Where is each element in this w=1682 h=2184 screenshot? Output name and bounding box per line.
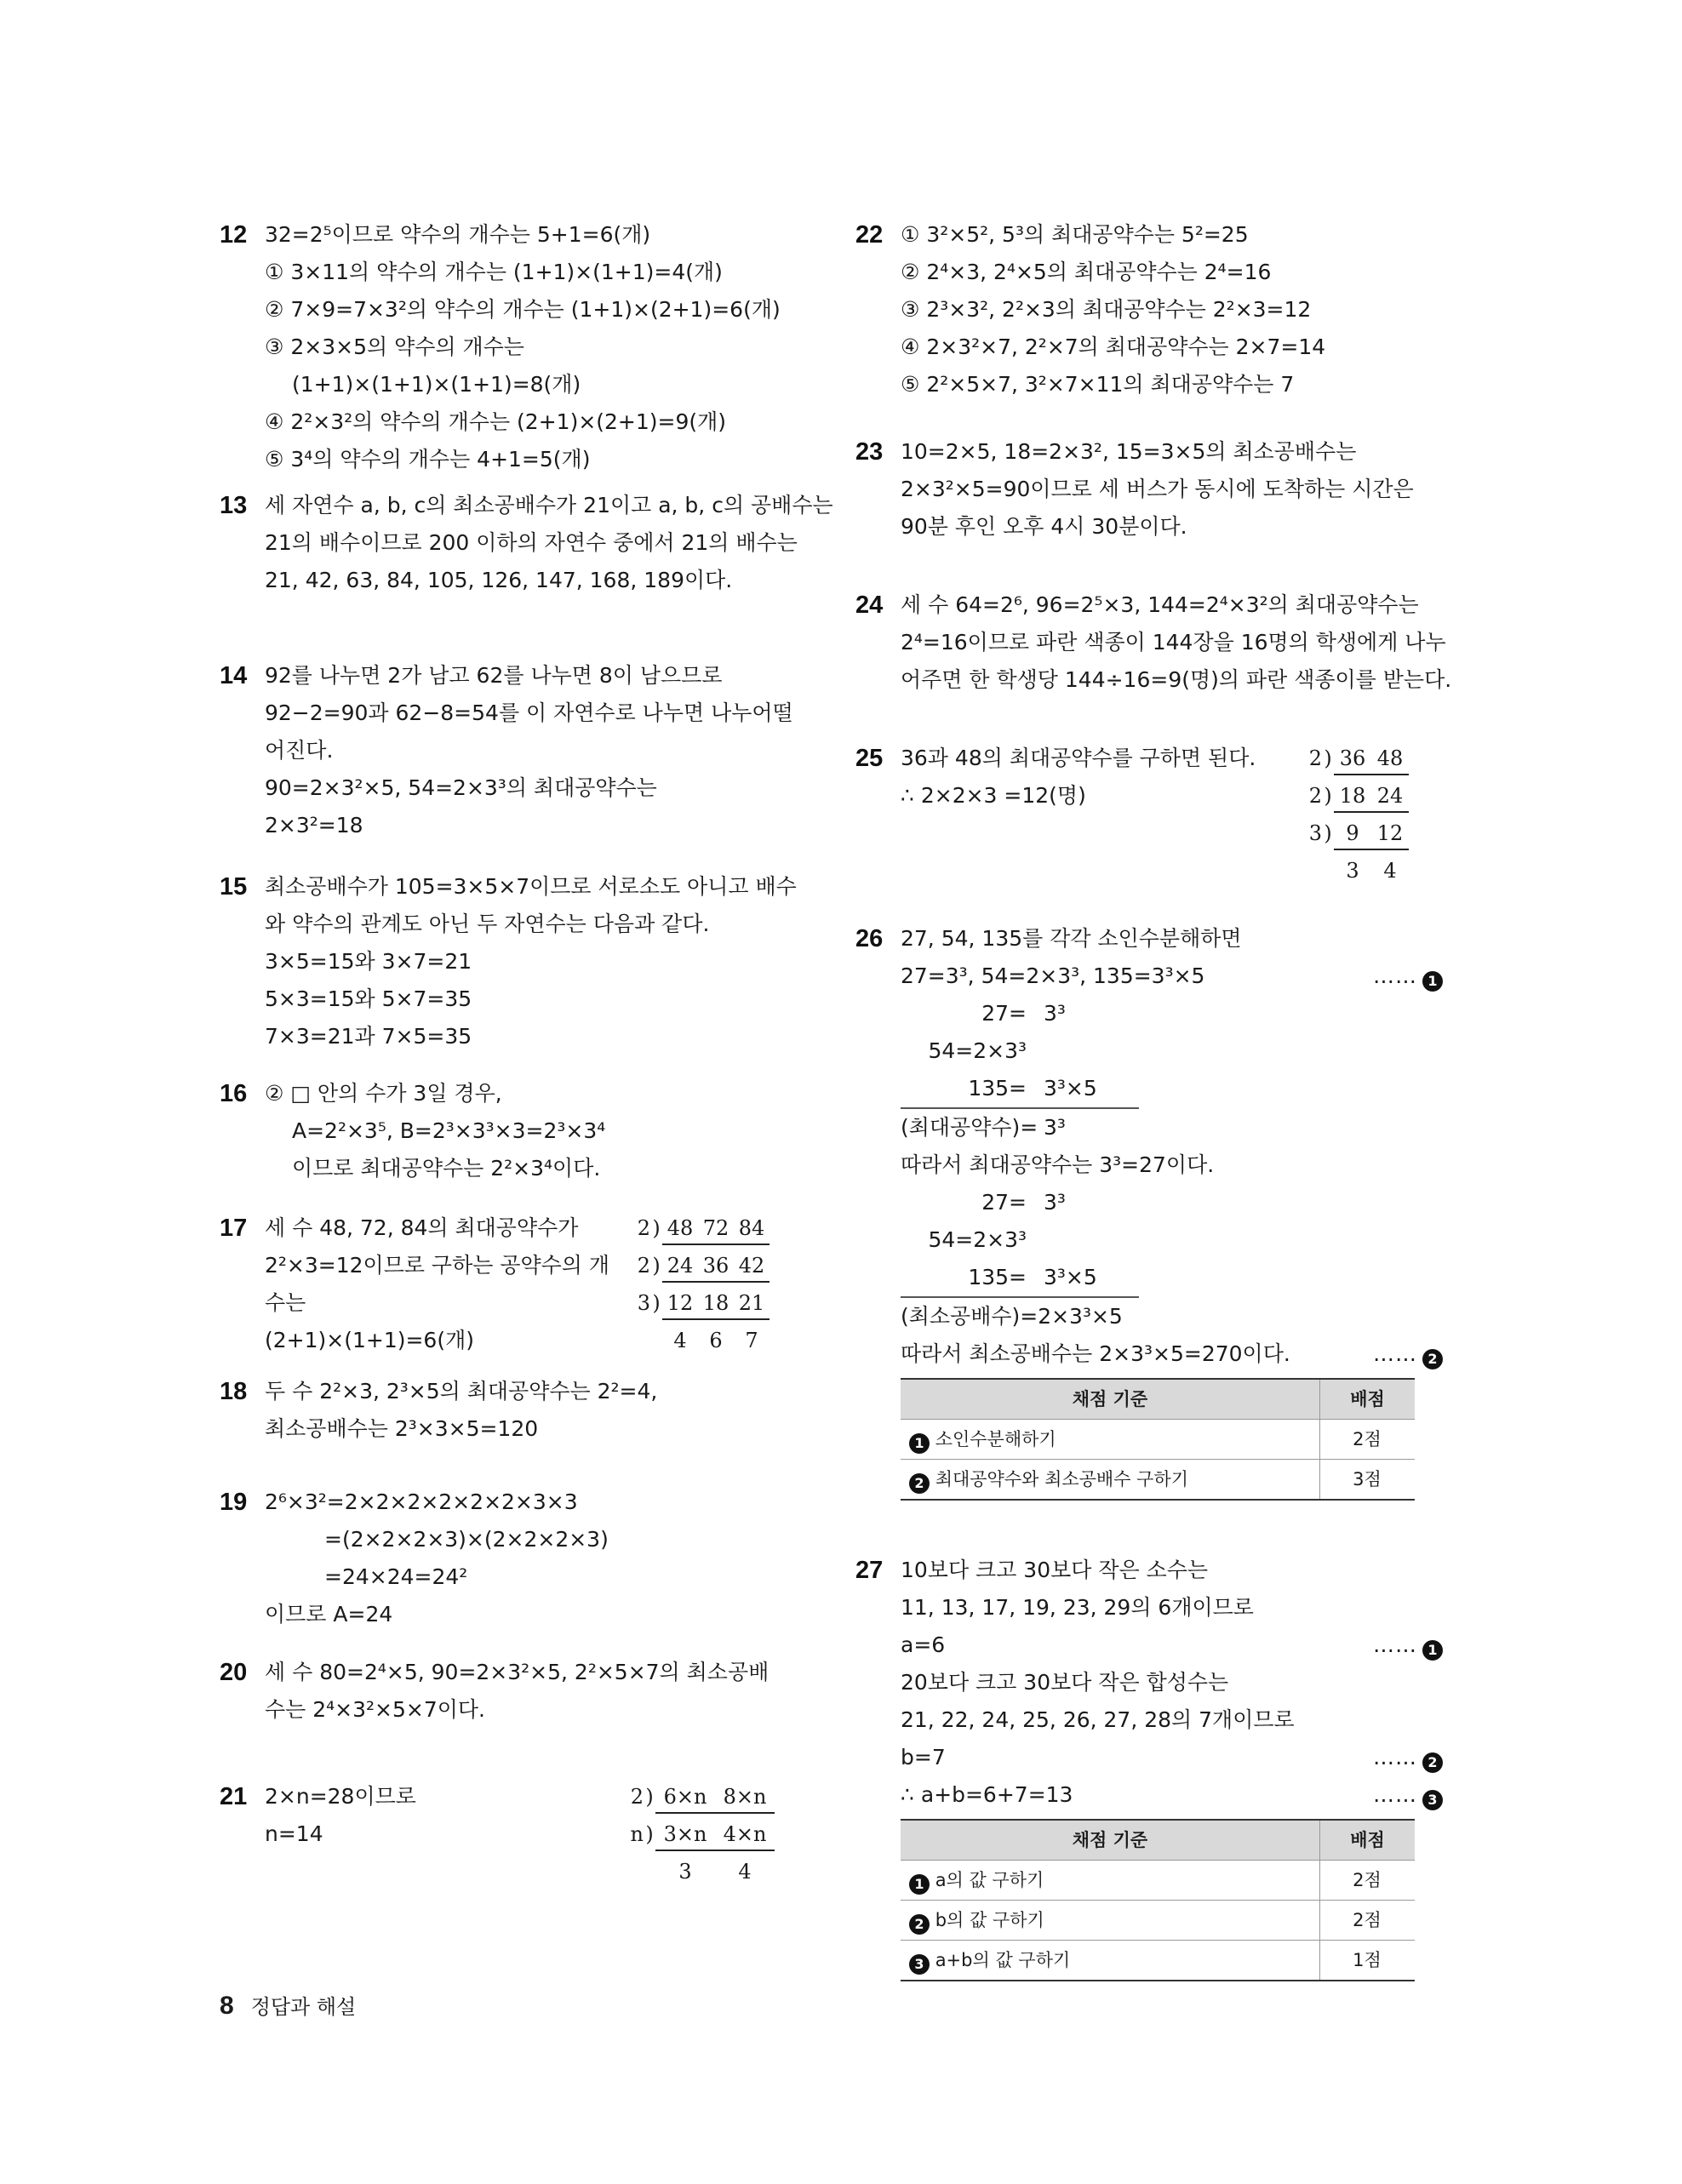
problem-14 bbox=[220, 657, 798, 849]
table-row bbox=[901, 1861, 1415, 1901]
ladder-value: 4×n bbox=[723, 1822, 767, 1846]
text-line: 2×n=28이므로 bbox=[265, 1784, 416, 1809]
label: (최대공약수)= bbox=[901, 1115, 1038, 1140]
table-row bbox=[901, 1460, 1415, 1501]
problem-23 bbox=[855, 433, 1443, 586]
result: a=6 bbox=[901, 1632, 946, 1657]
left-column bbox=[220, 216, 833, 1897]
problem-number: 25 bbox=[855, 745, 884, 772]
scoring-table bbox=[901, 1378, 1415, 1501]
points: 1점 bbox=[1320, 1941, 1416, 1981]
ladder-value: 36 bbox=[1339, 746, 1366, 770]
ladder-value: 24 bbox=[667, 1254, 694, 1278]
ladder-row bbox=[620, 1853, 775, 1890]
divisor: 2 bbox=[637, 1254, 650, 1278]
step-2-icon: 2 bbox=[909, 1914, 930, 1935]
ladder-values bbox=[662, 1250, 769, 1283]
problem-number: 17 bbox=[220, 1215, 248, 1242]
text-line: 2⁴=16이므로 파란 색종이 144장을 16명의 학생에게 나누 bbox=[901, 630, 1446, 655]
text-line: 이므로 A=24 bbox=[265, 1602, 393, 1627]
ladder-value: 12 bbox=[1376, 821, 1404, 845]
table-header-criteria: 채점 기준 bbox=[901, 1820, 1320, 1861]
ladder-value: 4 bbox=[673, 1329, 687, 1352]
problem-number: 20 bbox=[220, 1659, 248, 1686]
text-line: 두 수 2²×3, 2³×5의 최대공약수는 2²=4, bbox=[265, 1379, 658, 1404]
points: 2점 bbox=[1320, 1861, 1416, 1901]
bracket: ) bbox=[652, 1291, 661, 1315]
value: 3³×5 bbox=[1044, 1265, 1097, 1289]
ladder-row bbox=[1298, 852, 1409, 889]
text-line: =24×24=24² bbox=[324, 1564, 468, 1589]
problem-number: 27 bbox=[855, 1557, 884, 1584]
text-line: 2×3²=18 bbox=[265, 813, 363, 838]
ladder-row bbox=[1298, 777, 1409, 815]
text-line: 90=2×3²×5, 54=2×3³의 최대공약수는 bbox=[265, 775, 657, 800]
problem-19 bbox=[220, 1484, 798, 1654]
ladder-values bbox=[655, 1856, 775, 1887]
problem-13 bbox=[220, 487, 833, 649]
label: (최소공배수)=2×3³×5 bbox=[901, 1304, 1123, 1329]
problem-21 bbox=[220, 1778, 798, 1897]
problem-15 bbox=[220, 868, 798, 1060]
bracket: ) bbox=[645, 1785, 654, 1809]
text-line bbox=[901, 1335, 1443, 1373]
problem-25 bbox=[855, 740, 1443, 910]
step-marker bbox=[1373, 958, 1443, 995]
lcm-row bbox=[901, 1184, 1443, 1221]
text-line: 7×3=21과 7×5=35 bbox=[265, 1024, 472, 1049]
value: 3³ bbox=[1044, 1001, 1066, 1026]
step-2-icon: 2 bbox=[1422, 1752, 1443, 1773]
problem-number: 19 bbox=[220, 1489, 248, 1516]
text-line: ① 3×11의 약수의 개수는 (1+1)×(1+1)=4(개) bbox=[265, 260, 723, 284]
text-line: 세 수 64=2⁶, 96=2⁵×3, 144=2⁴×3²의 최대공약수는 bbox=[901, 592, 1419, 617]
table-row bbox=[901, 1901, 1415, 1941]
ladder-values bbox=[1334, 818, 1409, 850]
ellipsis: …… bbox=[1373, 963, 1417, 988]
division-ladder bbox=[1298, 740, 1409, 889]
ladder-row bbox=[626, 1247, 769, 1284]
step-3-icon: 3 bbox=[909, 1954, 930, 1975]
value: 3³×5 bbox=[1044, 1076, 1097, 1101]
text-line: ④ 2×3²×7, 2²×7의 최대공약수는 2×7=14 bbox=[901, 334, 1326, 359]
text-line: ③ 2×3×5의 약수의 개수는 bbox=[265, 334, 524, 359]
criteria: b의 값 구하기 bbox=[935, 1910, 1044, 1930]
problem-number: 18 bbox=[220, 1378, 248, 1405]
label: 27= bbox=[981, 1001, 1027, 1026]
factorization: 27=3³, 54=2×3³, 135=3³×5 bbox=[901, 963, 1205, 988]
footer-label: 정답과 해설 bbox=[250, 1995, 357, 2019]
table-row bbox=[901, 1941, 1415, 1981]
table-row bbox=[901, 1420, 1415, 1460]
ladder-value: 24 bbox=[1376, 784, 1404, 808]
ladder-row bbox=[626, 1209, 769, 1247]
text-line: ② 7×9=7×3²의 약수의 개수는 (1+1)×(2+1)=6(개) bbox=[265, 297, 781, 322]
problem-27 bbox=[855, 1552, 1443, 1972]
text-line: n=14 bbox=[265, 1821, 323, 1846]
text-line: 3×5=15와 3×7=21 bbox=[265, 949, 472, 974]
text-line: 21, 42, 63, 84, 105, 126, 147, 168, 189이다. bbox=[265, 568, 733, 592]
problem-number: 26 bbox=[855, 925, 884, 952]
ladder-values bbox=[662, 1213, 769, 1245]
text-line: ⑤ 2²×5×7, 3²×7×11의 최대공약수는 7 bbox=[901, 372, 1295, 397]
problem-22 bbox=[855, 216, 1443, 412]
result: b=7 bbox=[901, 1745, 946, 1769]
text-line: 수는 2⁴×3²×5×7이다. bbox=[265, 1697, 486, 1722]
step-marker bbox=[1373, 1739, 1443, 1776]
problem-number: 16 bbox=[220, 1080, 248, 1107]
text-line: 10=2×5, 18=2×3², 15=3×5의 최소공배수는 bbox=[901, 439, 1357, 464]
ellipsis: …… bbox=[1373, 1632, 1417, 1657]
ladder-value: 4 bbox=[738, 1860, 752, 1884]
text-line: ∴ 2×2×3 =12(명) bbox=[901, 783, 1086, 808]
ladder-row bbox=[626, 1284, 769, 1322]
label: 27= bbox=[981, 1190, 1027, 1215]
text-line: 10보다 크고 30보다 작은 소수는 bbox=[901, 1558, 1209, 1582]
text-line: 최소공배수는 2³×3×5=120 bbox=[265, 1416, 539, 1441]
problem-number: 23 bbox=[855, 438, 884, 466]
lcm-row bbox=[901, 1259, 1139, 1298]
text-line: ⑤ 3⁴의 약수의 개수는 4+1=5(개) bbox=[265, 447, 591, 472]
gcd-row bbox=[901, 1032, 1443, 1070]
text-line: 최소공배수가 105=3×5×7이므로 서로소도 아니고 배수 bbox=[265, 874, 797, 899]
ladder-values bbox=[662, 1325, 769, 1356]
problem-12 bbox=[220, 216, 798, 472]
label: 54=2×3³ bbox=[928, 1227, 1027, 1252]
criteria: a의 값 구하기 bbox=[935, 1870, 1044, 1890]
problem-18 bbox=[220, 1373, 798, 1475]
division-ladder bbox=[620, 1778, 775, 1890]
gcd-row bbox=[901, 995, 1443, 1032]
divisor: 2 bbox=[1308, 784, 1322, 808]
ladder-value: 7 bbox=[745, 1329, 758, 1352]
value: 3³ bbox=[1044, 1190, 1066, 1215]
ladder-values bbox=[662, 1288, 769, 1320]
text-line: 92−2=90과 62−8=54를 이 자연수로 나누면 나누어떨 bbox=[265, 700, 793, 725]
ladder-value: 84 bbox=[738, 1216, 765, 1240]
text-line: (2+1)×(1+1)=6(개) bbox=[265, 1328, 474, 1352]
step-1-icon: 1 bbox=[909, 1433, 930, 1454]
division-ladder bbox=[626, 1209, 769, 1359]
text-line: 수는 bbox=[265, 1290, 306, 1315]
page-footer bbox=[220, 1990, 356, 2021]
ladder-values bbox=[1334, 743, 1409, 775]
text-line bbox=[901, 958, 1443, 995]
ladder-value: 9 bbox=[1346, 821, 1359, 845]
ladder-row bbox=[626, 1322, 769, 1359]
step-marker bbox=[1373, 1776, 1443, 1814]
text-line: 와 약수의 관계도 아닌 두 자연수는 다음과 같다. bbox=[265, 912, 710, 936]
ladder-value: 18 bbox=[702, 1291, 729, 1315]
bracket: ) bbox=[652, 1254, 661, 1278]
text-line: (1+1)×(1+1)×(1+1)=8(개) bbox=[292, 372, 581, 397]
ladder-value: 3×n bbox=[663, 1822, 707, 1846]
text-line bbox=[901, 1739, 1443, 1776]
points: 2점 bbox=[1320, 1901, 1416, 1941]
ladder-value: 6 bbox=[709, 1329, 723, 1352]
step-2-icon: 2 bbox=[1422, 1349, 1443, 1369]
problem-number: 12 bbox=[220, 221, 248, 249]
scoring-table bbox=[901, 1819, 1415, 1981]
text-line: 27, 54, 135를 각각 소인수분해하면 bbox=[901, 926, 1242, 951]
text-line: 90분 후인 오후 4시 30분이다. bbox=[901, 514, 1187, 539]
step-1-icon: 1 bbox=[909, 1874, 930, 1895]
text-line: 11, 13, 17, 19, 23, 29의 6개이므로 bbox=[901, 1595, 1254, 1620]
text-line bbox=[901, 1627, 1443, 1664]
table-header-points: 배점 bbox=[1320, 1379, 1416, 1420]
ladder-value: 36 bbox=[702, 1254, 729, 1278]
divisor: 2 bbox=[630, 1785, 644, 1809]
text-line: =(2×2×2×3)×(2×2×2×3) bbox=[324, 1527, 609, 1552]
ladder-value: 48 bbox=[667, 1216, 694, 1240]
bracket: ) bbox=[1324, 784, 1332, 808]
problem-17 bbox=[220, 1209, 798, 1364]
bracket: ) bbox=[652, 1216, 661, 1240]
ladder-values bbox=[1334, 780, 1409, 813]
bracket: ) bbox=[645, 1822, 654, 1846]
ladder-row bbox=[1298, 740, 1409, 777]
text-line: 32=2⁵이므로 약수의 개수는 5+1=6(개) bbox=[265, 222, 651, 247]
ladder-value: 3 bbox=[1346, 859, 1359, 883]
text-line: 20보다 크고 30보다 작은 합성수는 bbox=[901, 1670, 1229, 1695]
problem-16 bbox=[220, 1075, 798, 1194]
problem-number: 13 bbox=[220, 492, 248, 519]
problem-number: 15 bbox=[220, 873, 248, 900]
text-line: 2×3²×5=90이므로 세 버스가 동시에 도착하는 시간은 bbox=[901, 477, 1414, 501]
table-header-points: 배점 bbox=[1320, 1820, 1416, 1861]
ladder-value: 42 bbox=[738, 1254, 765, 1278]
ladder-row bbox=[620, 1815, 775, 1853]
text-line: ② □ 안의 수가 3일 경우, bbox=[265, 1081, 502, 1106]
problem-number: 21 bbox=[220, 1783, 248, 1810]
gcd-row bbox=[901, 1109, 1443, 1146]
ladder-value: 12 bbox=[667, 1291, 694, 1315]
ladder-value: 18 bbox=[1339, 784, 1366, 808]
text-line: 세 수 80=2⁴×5, 90=2×3²×5, 2²×5×7의 최소공배 bbox=[265, 1660, 769, 1684]
points: 3점 bbox=[1320, 1460, 1416, 1501]
page-number: 8 bbox=[220, 1992, 234, 2020]
ladder-value: 3 bbox=[678, 1860, 692, 1884]
table-header-criteria: 채점 기준 bbox=[901, 1379, 1320, 1420]
divisor: 2 bbox=[637, 1216, 650, 1240]
step-1-icon: 1 bbox=[1422, 971, 1443, 992]
ellipsis: …… bbox=[1373, 1341, 1417, 1366]
label: 54=2×3³ bbox=[928, 1038, 1027, 1063]
divisor: 3 bbox=[637, 1291, 650, 1315]
ladder-row bbox=[620, 1778, 775, 1815]
ellipsis: …… bbox=[1373, 1745, 1417, 1769]
text-line bbox=[901, 1776, 1443, 1814]
points: 2점 bbox=[1320, 1420, 1416, 1460]
divisor: n bbox=[630, 1822, 644, 1846]
ladder-value: 6×n bbox=[663, 1785, 707, 1809]
lcm-row bbox=[901, 1221, 1443, 1259]
bracket: ) bbox=[1324, 821, 1332, 845]
text-line: 어진다. bbox=[265, 738, 334, 763]
text-line: 2⁶×3²=2×2×2×2×2×2×3×3 bbox=[265, 1489, 578, 1514]
label: 135= bbox=[968, 1076, 1027, 1101]
text-line: 5×3=15와 5×7=35 bbox=[265, 986, 472, 1011]
text-line: ④ 2²×3²의 약수의 개수는 (2+1)×(2+1)=9(개) bbox=[265, 409, 727, 434]
text-line: 36과 48의 최대공약수를 구하면 된다. bbox=[901, 746, 1256, 770]
text-line: 92를 나누면 2가 남고 62를 나누면 8이 남으므로 bbox=[265, 663, 723, 688]
text-line: 21, 22, 24, 25, 26, 27, 28의 7개이므로 bbox=[901, 1707, 1295, 1732]
divisor: 3 bbox=[1308, 821, 1322, 845]
text-line: ① 3²×5², 5³의 최대공약수는 5²=25 bbox=[901, 222, 1249, 247]
problem-24 bbox=[855, 586, 1452, 740]
ladder-value: 21 bbox=[738, 1291, 765, 1315]
lcm-row bbox=[901, 1298, 1443, 1335]
criteria: a+b의 값 구하기 bbox=[935, 1950, 1071, 1970]
text-line: ② 2⁴×3, 2⁴×5의 최대공약수는 2⁴=16 bbox=[901, 260, 1272, 284]
bracket: ) bbox=[1324, 746, 1332, 770]
label: 135= bbox=[968, 1265, 1027, 1289]
text-line: 따라서 최대공약수는 3³=27이다. bbox=[901, 1152, 1215, 1177]
ladder-value: 72 bbox=[702, 1216, 729, 1240]
text-line: 어주면 한 학생당 144÷16=9(명)의 파란 색종이를 받는다. bbox=[901, 667, 1452, 692]
conclusion: 따라서 최소공배수는 2×3³×5=270이다. bbox=[901, 1341, 1290, 1366]
value: 3³ bbox=[1044, 1115, 1066, 1140]
step-1-icon: 1 bbox=[1422, 1640, 1443, 1661]
criteria: 최대공약수와 최소공배수 구하기 bbox=[935, 1469, 1189, 1489]
divisor: 2 bbox=[1308, 746, 1322, 770]
ladder-values bbox=[655, 1781, 775, 1814]
ladder-value: 48 bbox=[1376, 746, 1404, 770]
step-marker bbox=[1373, 1335, 1443, 1373]
problem-26 bbox=[855, 920, 1443, 1567]
ellipsis: …… bbox=[1373, 1782, 1417, 1807]
ladder-row bbox=[1298, 815, 1409, 852]
text-line: 이므로 최대공약수는 2²×3⁴이다. bbox=[292, 1156, 601, 1181]
ladder-value: 4 bbox=[1383, 859, 1397, 883]
text-line: 세 수 48, 72, 84의 최대공약수가 bbox=[265, 1215, 579, 1240]
result: ∴ a+b=6+7=13 bbox=[901, 1782, 1073, 1807]
step-2-icon: 2 bbox=[909, 1473, 930, 1494]
problem-number: 22 bbox=[855, 221, 884, 249]
problem-number: 24 bbox=[855, 592, 884, 619]
right-column bbox=[855, 216, 1452, 1972]
ladder-value: 8×n bbox=[723, 1785, 767, 1809]
text-line: 세 자연수 a, b, c의 최소공배수가 21이고 a, b, c의 공배수는 bbox=[265, 493, 833, 517]
step-marker bbox=[1373, 1627, 1443, 1664]
text-line: ③ 2³×3², 2²×3의 최대공약수는 2²×3=12 bbox=[901, 297, 1312, 322]
criteria: 소인수분해하기 bbox=[935, 1429, 1056, 1449]
problem-20 bbox=[220, 1654, 798, 1756]
problem-number: 14 bbox=[220, 662, 248, 689]
ladder-values bbox=[1334, 855, 1409, 886]
step-3-icon: 3 bbox=[1422, 1790, 1443, 1810]
ladder-values bbox=[655, 1819, 775, 1851]
gcd-row bbox=[901, 1070, 1139, 1109]
text-line: A=2²×3⁵, B=2³×3³×3=2³×3⁴ bbox=[292, 1118, 606, 1143]
text-line: 2²×3=12이므로 구하는 공약수의 개 bbox=[265, 1253, 610, 1278]
text-line: 21의 배수이므로 200 이하의 자연수 중에서 21의 배수는 bbox=[265, 530, 798, 555]
